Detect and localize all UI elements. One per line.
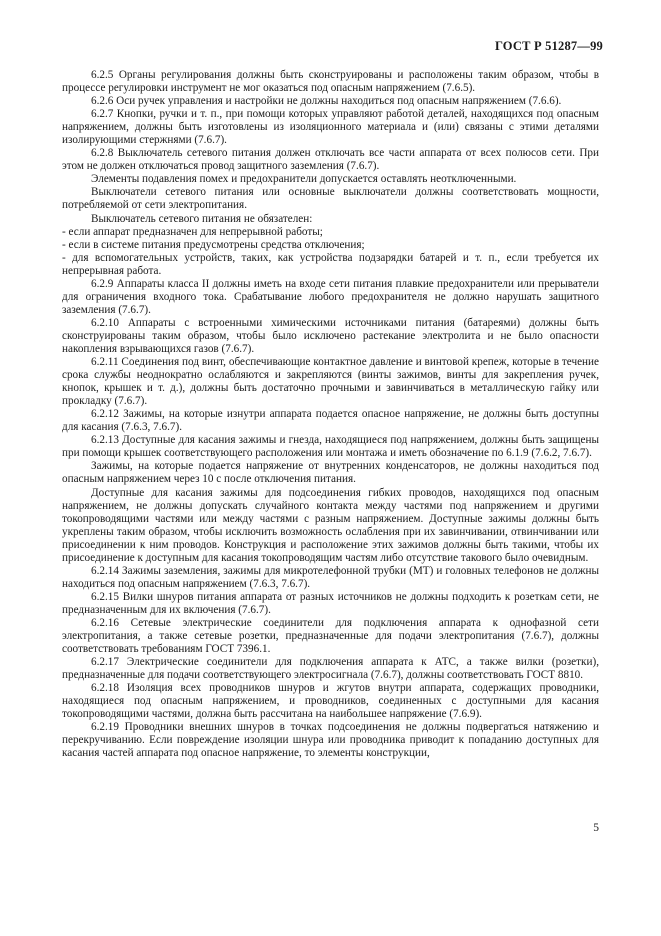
paragraph-6-2-11: 6.2.11 Соединения под винт, обеспечивающие контактное давление и винтовой крепеж, которые в течение срока службы неоднократно ослабляются и закрепляются (винты зажимов, винты для закрепления ручек, кнопок, крышек и т. д.), должны быть достаточно прочными и завинчиваться в металлическую гайку или прокладку (7.6.7). bbox=[62, 356, 599, 408]
list-item: - для вспомогательных устройств, таких, как устройства подзарядки батарей и т. п., если требуется их непрерывная работа. bbox=[62, 251, 599, 277]
paragraph-accessible-terminals: Доступные для касания зажимы для подсоединения гибких проводов, находящихся под опасным напряжением, не должны допускать случайного контакта между частями под напряжением и другими токопроводящими частями или между частями с разным напряжением. Доступные зажимы должны быть укреплены таким образом, чтобы исключить возможность ослабления при их завинчивании, отвинчивании или присоединении к ним проводов. Конструкция и расположение этих зажимов должны быть такими, чтобы их присоединение к доступным для касания токопроводящим частям либо отсутствие такового было очевидным. bbox=[62, 486, 599, 564]
paragraph-6-2-13: 6.2.13 Доступные для касания зажимы и гнезда, находящиеся под напряжением, должны быть защищены при помощи крышек соответствующего расположения или монтажа и иметь обозначение по 6.1.9 (7.6.2, 7.6.7). bbox=[62, 434, 599, 460]
paragraph-6-2-12: 6.2.12 Зажимы, на которые изнутри аппарата подается опасное напряжение, не должны быть доступны для касания (7.6.3, 7.6.7). bbox=[62, 408, 599, 434]
paragraph-6-2-8: 6.2.8 Выключатель сетевого питания должен отключать все части аппарата от всех полюсов сети. При этом не должен отключаться провод защитного заземления (7.6.7). bbox=[62, 147, 599, 173]
standard-code-header: ГОСТ Р 51287—99 bbox=[494, 39, 603, 53]
paragraph-6-2-6: 6.2.6 Оси ручек управления и настройки не должны находиться под опасным напряжением (7.6.6). bbox=[91, 95, 562, 108]
list-item: - если аппарат предназначен для непрерывной работы; bbox=[62, 225, 323, 238]
document-body bbox=[62, 69, 599, 760]
paragraph-6-2-15: 6.2.15 Вилки шнуров питания аппарата от разных источников не должны подходить к розеткам сети, не предназначенным для их включения (7.6.7). bbox=[62, 590, 599, 616]
paragraph-6-2-7: 6.2.7 Кнопки, ручки и т. п., при помощи которых управляют работой деталей, находящихся под опасным напряжением, должны быть изготовлены из изоляционного материала и (или) связаны с этими деталями изолирующими стержнями (7.6.7). bbox=[62, 108, 599, 147]
paragraph-6-2-18: 6.2.18 Изоляция всех проводников шнуров и жгутов внутри аппарата, содержащих проводники, находящиеся под опасным напряжением, и проводников, соединенных с доступными для касания токопроводящими частями, должна быть рассчитана на наибольшее напряжение (7.6.9). bbox=[62, 682, 599, 721]
paragraph-capacitor-terminals: Зажимы, на которые подается напряжение от внутренних конденсаторов, не должны находиться под опасным напряжением через 10 с после отключения питания. bbox=[62, 460, 599, 486]
paragraph-interference-elements: Элементы подавления помех и предохранители допускается оставлять неотключенными. bbox=[91, 173, 517, 186]
paragraph-switch-optional: Выключатель сетевого питания не обязателен: bbox=[91, 212, 313, 225]
paragraph-switch-power: Выключатели сетевого питания или основные выключатели должны соответствовать мощности, потребляемой от сети электропитания. bbox=[62, 186, 599, 212]
paragraph-6-2-16: 6.2.16 Сетевые электрические соединители для подключения аппарата к однофазной сети электропитания, а также сетевые розетки, предназначенные для подачи электропитания (7.6.7), должны соответствовать требованиям ГОСТ 7396.1. bbox=[62, 616, 599, 656]
list-item: - если в системе питания предусмотрены средства отключения; bbox=[62, 238, 365, 251]
paragraph-6-2-9: 6.2.9 Аппараты класса II должны иметь на входе сети питания плавкие предохранители или прерыватели для ограничения входного тока. Срабатывание любого предохранителя не должно нарушать защитного заземления (7.6.7). bbox=[62, 277, 599, 316]
paragraph-6-2-14: 6.2.14 Зажимы заземления, зажимы для микротелефонной трубки (МТ) и головных телефонов не должны находиться под опасным напряжением (7.6.3, 7.6.7). bbox=[62, 564, 599, 590]
page-number: 5 bbox=[593, 822, 599, 834]
paragraph-6-2-19: 6.2.19 Проводники внешних шнуров в точках подсоединения не должны подвергаться натяжению и перекручиванию. Если повреждение изоляции шнура или проводника приводит к попаданию доступных для касания частей аппарата под опасное напряжение, то элементы конструкции, bbox=[62, 721, 599, 760]
paragraph-6-2-17: 6.2.17 Электрические соединители для подключения аппарата к АТС, а также вилки (розетки), предназначенные для подачи соответствующего электросигнала (7.6.7), должны соответствовать ГОСТ 8810. bbox=[62, 656, 599, 682]
paragraph-6-2-10: 6.2.10 Аппараты с встроенными химическими источниками питания (батареями) должны быть сконструированы таким образом, чтобы было исключено растекание электролита и не было опасности накопления взрывающихся газов (7.6.7). bbox=[62, 316, 599, 355]
paragraph-6-2-5: 6.2.5 Органы регулирования должны быть сконструированы и расположены таким образом, чтобы в процессе регулировки инструмент не мог оказаться под опасным напряжением (7.6.5). bbox=[62, 69, 599, 95]
